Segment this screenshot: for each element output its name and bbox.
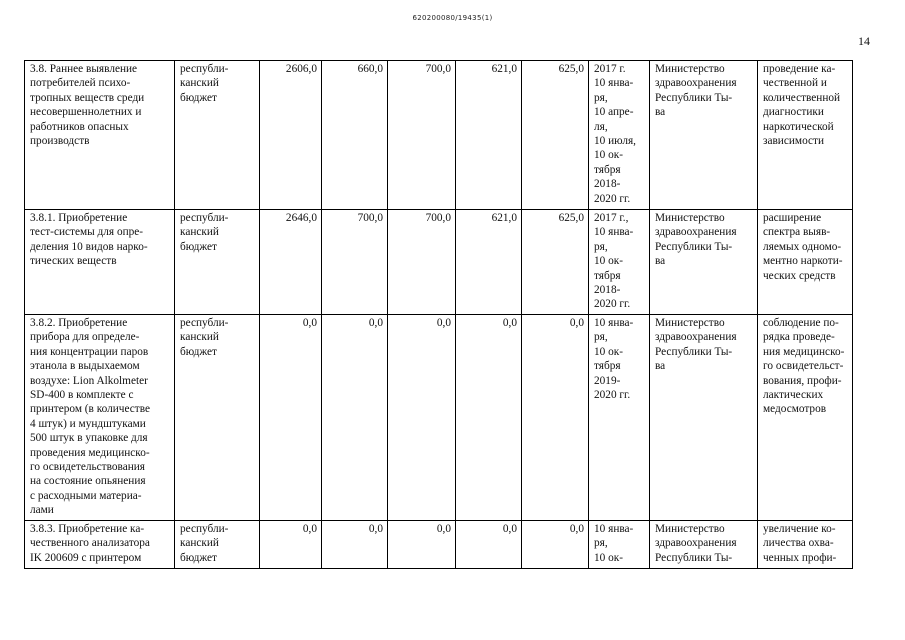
measure-name-cell: 3.8. Раннее выявление потребителей психо- тропных веществ среди несовершеннолетних и работников опасных производств [25, 61, 175, 210]
program-table [24, 60, 853, 569]
year-amount-cell: 0,0 [522, 521, 589, 569]
document-code: 620200080/19435(1) [412, 14, 493, 22]
year-amount-cell: 0,0 [388, 521, 456, 569]
total-amount-cell: 2606,0 [260, 61, 322, 210]
year-amount-cell: 700,0 [388, 210, 456, 315]
table-row [25, 210, 853, 315]
total-amount-cell: 0,0 [260, 315, 322, 521]
year-amount-cell: 700,0 [388, 61, 456, 210]
year-amount-cell: 0,0 [456, 315, 522, 521]
deadline-cell: 2017 г., 10 янва- ря, 10 ок- тября 2018- 2020 гг. [589, 210, 650, 315]
year-amount-cell: 621,0 [456, 61, 522, 210]
table-row [25, 61, 853, 210]
funding-source-cell: республи- канский бюджет [175, 210, 260, 315]
funding-source-cell: республи- канский бюджет [175, 61, 260, 210]
table-row [25, 315, 853, 521]
year-amount-cell: 625,0 [522, 210, 589, 315]
expected-result-cell: проведение ка- чественной и количественной диагностики наркотической зависимости [758, 61, 853, 210]
funding-source-cell: республи- канский бюджет [175, 521, 260, 569]
year-amount-cell: 0,0 [456, 521, 522, 569]
expected-result-cell: увеличение ко- личества охва- ченных профи- [758, 521, 853, 569]
executor-cell: Министерство здравоохранения Республики Ты- ва [650, 315, 758, 521]
table-row [25, 521, 853, 569]
year-amount-cell: 621,0 [456, 210, 522, 315]
executor-cell: Министерство здравоохранения Республики Ты- ва [650, 61, 758, 210]
measure-name-cell: 3.8.2. Приобретение прибора для определе- ния концентрации паров этанола в выдыхаемом воздухе: Lion Alkolmeter SD-400 в комплекте с принтером (в количестве 4 штук) и мундштуками 500 штук в упаковке для проведения медицинско- го освидетельствования на состояние опьянения с расходными материа- лами [25, 315, 175, 521]
total-amount-cell: 2646,0 [260, 210, 322, 315]
year-amount-cell: 660,0 [322, 61, 388, 210]
executor-cell: Министерство здравоохранения Республики Ты- [650, 521, 758, 569]
measure-name-cell: 3.8.3. Приобретение ка- чественного анализатора IK 200609 с принтером [25, 521, 175, 569]
funding-source-cell: республи- канский бюджет [175, 315, 260, 521]
year-amount-cell: 0,0 [322, 315, 388, 521]
year-amount-cell: 0,0 [522, 315, 589, 521]
deadline-cell: 10 янва- ря, 10 ок- [589, 521, 650, 569]
year-amount-cell: 0,0 [322, 521, 388, 569]
year-amount-cell: 700,0 [322, 210, 388, 315]
executor-cell: Министерство здравоохранения Республики Ты- ва [650, 210, 758, 315]
total-amount-cell: 0,0 [260, 521, 322, 569]
year-amount-cell: 0,0 [388, 315, 456, 521]
deadline-cell: 2017 г. 10 янва- ря, 10 апре- ля, 10 июля, 10 ок- тября 2018- 2020 гг. [589, 61, 650, 210]
year-amount-cell: 625,0 [522, 61, 589, 210]
expected-result-cell: соблюдение по- рядка проведе- ния медицинско- го освидетельст- вования, профи- лактических медосмотров [758, 315, 853, 521]
page-number: 14 [858, 34, 870, 48]
expected-result-cell: расширение спектра выяв- ляемых одномо- ментно наркоти- ческих средств [758, 210, 853, 315]
measure-name-cell: 3.8.1. Приобретение тест-системы для опре- деления 10 видов нарко- тических веществ [25, 210, 175, 315]
deadline-cell: 10 янва- ря, 10 ок- тября 2019- 2020 гг. [589, 315, 650, 521]
